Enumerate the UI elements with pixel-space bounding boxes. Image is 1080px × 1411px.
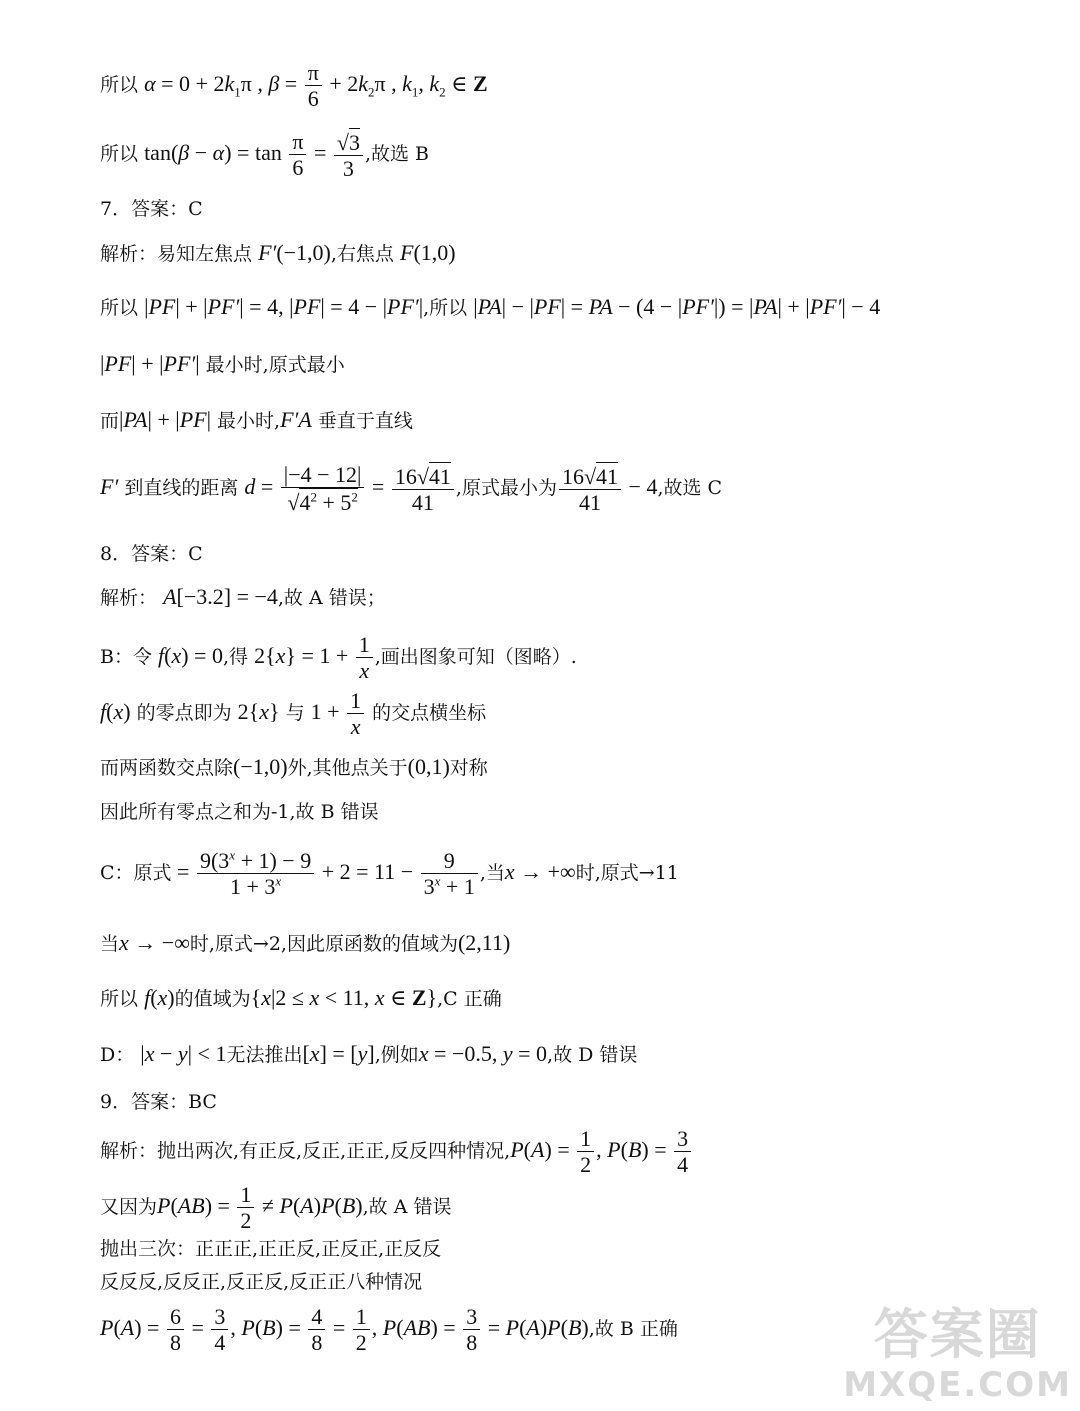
- text: 所以: [100, 142, 139, 165]
- q8-line-9: [100, 1043, 637, 1065]
- text: ,故 A 错误；: [277, 587, 386, 609]
- q7-line-2: [100, 296, 880, 318]
- formula: f(x): [100, 698, 131, 724]
- formula: P(AB) = $\frac{1}{2}$ ≠ P(A)P(B): [157, 1182, 363, 1234]
- line-2: [100, 128, 429, 182]
- formula: f(x): [144, 985, 175, 1010]
- text: ,当: [479, 861, 505, 884]
- formula: P(A) = $\frac{6}{8}$ = $\frac{3}{4}$ , P(B) = $\frac{4}{8}$ = $\frac{1}{2}$ , P(AB) = $\frac{3}{8}$ = P(A)P(B): [100, 1304, 589, 1356]
- text: 无法推出: [226, 1044, 303, 1066]
- text: 当: [100, 933, 120, 955]
- text: 又因为: [100, 1195, 158, 1218]
- text: ,C 正确: [437, 988, 502, 1010]
- q7-answer: 7．答案：C: [100, 198, 203, 220]
- text: ,得: [222, 645, 249, 668]
- q7-line-3: [100, 353, 345, 375]
- text: ,故选 C: [657, 476, 723, 499]
- text: C：原式: [100, 861, 172, 884]
- formula: F′: [100, 473, 119, 499]
- formula: $\frac{16√41}{41}$ − 4: [557, 474, 658, 499]
- formula: = $\frac{9(3^x + 1) - 9}{1 + 3^x}$ + 2 = 11 − $\frac{9}{3^x + 1}$: [172, 859, 480, 884]
- watermark-text-top: 答案圈: [873, 1303, 1042, 1366]
- formula: F′A: [280, 407, 312, 432]
- text: 而两函数交点除: [100, 757, 234, 779]
- formula: x → +∞: [504, 858, 576, 884]
- text: D：: [100, 1044, 135, 1066]
- formula: |PA| − |PF| = PA − (4 − |PF′|) = |PA| + |PF′| − 4: [473, 294, 881, 319]
- q8-line-4: [100, 756, 488, 778]
- text: 外,其他点关于: [287, 757, 408, 779]
- q9-line-2: [100, 1182, 451, 1234]
- q8-line-6: [100, 848, 679, 900]
- text: 时,原式→2,因此原函数的值域为: [189, 933, 458, 955]
- q8-answer: 8．答案：C: [100, 543, 203, 565]
- text: ,故选 B: [364, 142, 429, 165]
- formula: |x − y| < 1: [140, 1041, 227, 1066]
- formula: 1 + $\frac{1}{x}$: [311, 699, 366, 724]
- formula: $\alpha = 0 + 2k_1\pi$ , β = $\frac{\pi}{6}$ + $2k_2\pi$ , $k_1$, $k_2$ ∈ Z: [144, 60, 488, 112]
- formula: |PA| + |PF|: [119, 407, 211, 432]
- q8-line-3: [100, 688, 486, 740]
- q9-line-1: [100, 1126, 693, 1178]
- formula: tan(β − α) = tan $\frac{\pi}{6}$ = $\frac{√3}{3}$: [144, 140, 365, 165]
- text: ,故 A 错误: [362, 1195, 452, 1218]
- q8-line-7: [100, 932, 510, 954]
- text: ,故 D 错误: [547, 1044, 638, 1066]
- text: 而: [100, 410, 120, 432]
- formula: x → −∞: [119, 930, 190, 955]
- formula: f(x) = 0: [158, 642, 223, 668]
- formula: F(1,0): [399, 240, 456, 265]
- formula: 2{x}: [237, 698, 280, 724]
- text: 时,原式→11: [575, 861, 679, 884]
- text: 最小时,: [217, 410, 281, 432]
- formula: x = −0.5, y = 0: [418, 1041, 548, 1066]
- formula: P(A) = $\frac{1}{2}$ , P(B) = $\frac{3}{4}$: [510, 1137, 693, 1162]
- text: 所以: [100, 988, 139, 1010]
- text: 所以: [100, 73, 139, 96]
- text: 解析：: [100, 587, 158, 609]
- q7-line-4: [100, 409, 413, 431]
- text: B：令: [100, 645, 152, 668]
- text: ,右焦点: [330, 243, 394, 265]
- formula: d = $\frac{|-4 - 12|}{√4^2 + 5^2}$ = $\frac{16√41}{41}$: [244, 474, 456, 499]
- formula: (0,1): [407, 754, 450, 779]
- text: ,原式最小为: [455, 476, 557, 499]
- formula: |PF| + |PF′|: [100, 351, 200, 376]
- line-1: [100, 60, 488, 112]
- formula: A[−3.2] = −4: [163, 584, 278, 609]
- text: 与: [285, 701, 305, 724]
- text: ,画出图象可知（图略）.: [374, 645, 577, 668]
- text: 对称: [449, 757, 488, 779]
- text: 最小时,原式最小: [205, 354, 345, 376]
- text: 垂直于直线: [317, 410, 413, 432]
- text: 所以: [100, 297, 139, 319]
- text: 的交点横坐标: [372, 701, 487, 724]
- text: 的值域为: [174, 988, 251, 1010]
- text: ,例如: [374, 1044, 419, 1066]
- formula: (−1,0): [233, 754, 288, 779]
- formula: 2{x} = 1 + $\frac{1}{x}$: [254, 643, 375, 668]
- watermark-text-bottom: MXQE.COM: [843, 1365, 1072, 1405]
- formula: (2,11): [457, 930, 511, 955]
- q8-line-5: 因此所有零点之和为-1,故 B 错误: [100, 801, 379, 823]
- q9-line-5: [100, 1304, 678, 1356]
- q8-line-1: [100, 586, 386, 608]
- q7-line-5: [100, 462, 722, 516]
- text: ,所以: [423, 297, 468, 319]
- q9-line-3: 抛出三次：正正正,正正反,正反正,正反反: [100, 1238, 442, 1260]
- text: 解析：易知左焦点: [100, 243, 253, 265]
- q8-line-2: [100, 632, 577, 684]
- q7-line-1: [100, 242, 456, 264]
- formula: [x] = [y]: [302, 1041, 375, 1066]
- formula: {x|2 ≤ x < 11, x ∈ Z}: [250, 985, 438, 1010]
- formula: |PF| + |PF′| = 4, |PF| = 4 − |PF′|: [144, 294, 424, 319]
- watermark-logo: [843, 1292, 1072, 1405]
- text: ,故 B 正确: [588, 1317, 678, 1340]
- q8-line-8: [100, 987, 502, 1009]
- text: 的零点即为: [136, 701, 232, 724]
- formula: F′(−1,0): [258, 240, 331, 265]
- q9-answer: 9．答案：BC: [100, 1091, 217, 1113]
- q9-line-4: 反反反,反反正,反正反,反正正八种情况: [100, 1271, 423, 1293]
- text: 解析：抛出两次,有正反,反正,正正,反反四种情况,: [100, 1139, 511, 1162]
- text: 到直线的距离: [124, 476, 239, 499]
